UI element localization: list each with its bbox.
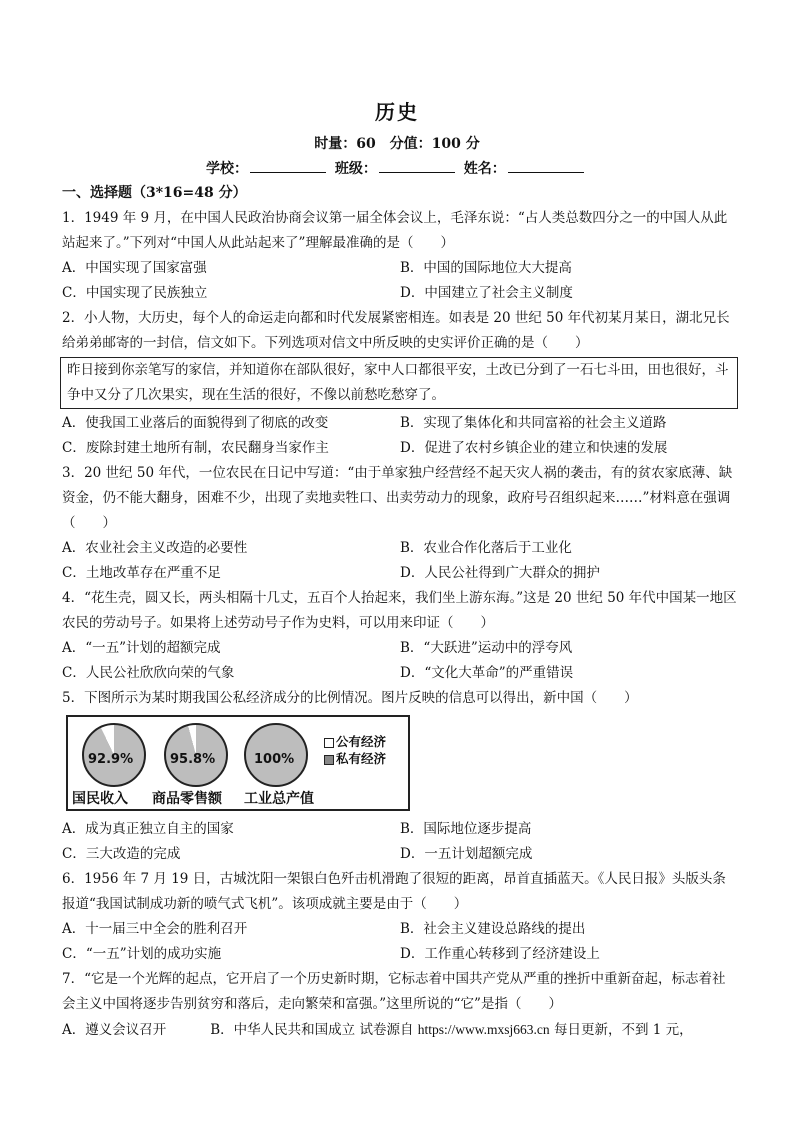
option-d[interactable]: D．一五计划超额完成 [400,846,533,862]
option-d[interactable]: D．“文化大革命”的严重错误 [400,665,574,681]
option-a[interactable]: A．成为真正独立自主的国家 [62,821,234,837]
name-blank [508,160,584,173]
option-b[interactable]: B．中华人民共和国成立 [210,1022,356,1038]
pie-caption: 工业总产值 [244,791,314,807]
pie-value-label: 92.9% [88,752,134,767]
option-a[interactable]: A．农业社会主义改造的必要性 [62,540,248,556]
option-b[interactable]: B．“大跃进”运动中的浮夸风 [400,640,573,656]
question-4 [62,586,738,686]
option-a[interactable]: A．十一届三中全会的胜利召开 [62,921,248,937]
pie-caption: 商品零售额 [152,791,222,807]
option-c[interactable]: C．人民公社欣欣向荣的气象 [62,665,235,681]
legend-swatch [324,755,334,765]
question-5 [62,686,738,867]
question-stem: 7．“它是一个光辉的起点，它开启了一个历史新时期，它标志着中国共产党从严重的挫折中重新奋起，标志着社会主义中国将逐步告别贫穷和落后，走向繁荣和富强。”这里所说的“它”是指（ ） [62,971,726,1012]
economy-pie-figure [66,715,410,811]
letter-quote-box: 昨日接到你亲笔写的家信，并知道你在部队很好，家中人口都很平安，土改已分到了一石七斗田，田也很好，斗争中又分了几次果实，现在生活的很好，不像以前愁吃愁穿了。 [60,357,738,409]
legend-swatch [324,738,334,748]
option-b[interactable]: B．实现了集体化和共同富裕的社会主义道路 [400,415,667,431]
option-d[interactable]: D．促进了农村乡镇企业的建立和快速的发展 [400,440,668,456]
question-2 [62,306,738,461]
legend-private: 私有经济 [324,750,386,767]
option-c[interactable]: C．“一五”计划的成功实施 [62,946,222,962]
question-stem: 3．20 世纪 50 年代，一位农民在日记中写道：“由于单家独户经营经不起天灾人祸的袭击，有的贫农家底薄、缺资金，仍不能大翻身，困难不少，出现了卖地卖牲口、出卖劳动力的现象，政府号召组织起来……”材料意在强调（ ） [62,465,733,531]
option-b[interactable]: B．农业合作化落后于工业化 [400,540,572,556]
option-c[interactable]: C．中国实现了民族独立 [62,285,208,301]
pie-caption: 国民收入 [72,791,128,807]
option-c[interactable]: C．土地改革存在严重不足 [62,565,221,581]
pie-value-label: 95.8% [170,752,216,767]
option-b[interactable]: B．社会主义建设总路线的提出 [400,921,586,937]
option-a[interactable]: A．中国实现了国家富强 [62,260,207,276]
section-heading: 一、选择题（3*16=48 分） [62,185,247,201]
pie-value-label: 100% [254,752,295,767]
question-stem: 4．“花生壳，圆又长，两头相隔十几丈，五百个人抬起来，我们坐上游东海。”这是 20 世纪 50 年代中国某一地区农民的劳动号子。如果将上述劳动号子作为史料，可以用来印证（ ） [62,590,737,631]
option-d[interactable]: D．工作重心转移到了经济建设上 [400,946,600,962]
pie-legend [324,733,386,767]
question-list [62,206,738,1043]
class-label: 班级： [334,161,377,177]
question-6 [62,867,738,967]
option-d[interactable]: D．人民公社得到广大群众的拥护 [400,565,600,581]
question-7-options-line [62,1017,738,1043]
option-c[interactable]: C．三大改造的完成 [62,846,181,862]
student-info-fields [206,158,588,178]
question-3 [62,461,738,586]
legend-public: 公有经济 [324,733,386,750]
question-7 [62,967,738,1043]
option-c[interactable]: C．废除封建土地所有制，农民翻身当家作主 [62,440,329,456]
option-a[interactable]: A．遵义会议召开 [62,1022,167,1038]
source-tail: 每日更新，不到 1 元， [553,1022,693,1038]
class-blank [379,160,455,173]
question-stem: 6．1956 年 7 月 19 日，古城沈阳一架银白色歼击机滑跑了很短的距离，昂首直插蓝天。《人民日报》头版头条报道“我国试制成功新的喷气式飞机”。该项成就主要是由于（ ） [62,871,726,912]
option-d[interactable]: D．中国建立了社会主义制度 [400,285,573,301]
source-note: 试卷源自 [359,1022,414,1038]
question-stem: 2．小人物，大历史，每个人的命运走向都和时代发展紧密相连。如表是 20 世纪 50 年代初某月某日，湖北兄长给弟弟邮寄的一封信，信文如下。下列选项对信文中所反映的史实评价正确的是（ ） [62,310,730,351]
option-a[interactable]: A．使我国工业落后的面貌得到了彻底的改变 [62,415,329,431]
option-b[interactable]: B．中国的国际地位大大提高 [400,260,572,276]
question-stem: 5．下图所示为某时期我国公私经济成分的比例情况。图片反映的信息可以得出，新中国（ ） [62,690,638,706]
question-1 [62,206,738,306]
option-b[interactable]: B．国际地位逐步提高 [400,821,532,837]
source-url-link[interactable]: https://www.mxsj663.cn [417,1022,550,1037]
school-blank [250,160,326,173]
name-label: 姓名： [463,161,506,177]
question-stem: 1．1949 年 9 月，在中国人民政治协商会议第一届全体会议上，毛泽东说：“占人类总数四分之一的中国人从此站起来了。”下列对“中国人从此站起来了”理解最准确的是（ ） [62,210,728,251]
exam-meta: 时量：60 分值：100 分 [314,136,480,152]
option-a[interactable]: A．“一五”计划的超额完成 [62,640,221,656]
school-label: 学校： [206,161,248,177]
page-title: 历史 [375,100,419,124]
